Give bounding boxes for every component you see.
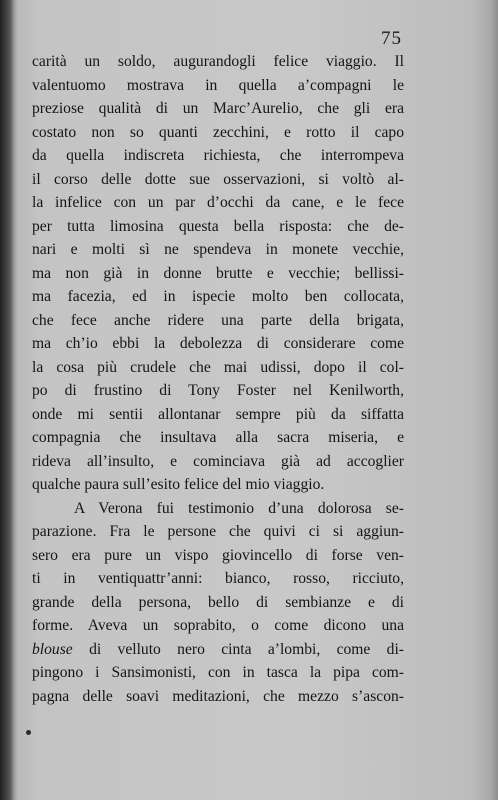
text-line: grande della persona, bello di sembianze e di	[32, 593, 404, 611]
text-line: parazione. Fra le persone che quivi ci si aggiun-	[32, 523, 404, 540]
binding-gutter-shadow	[0, 0, 14, 800]
text-line: costato non so quanti zecchini, e rotto il capo	[32, 123, 404, 141]
text-line: per tutta limosina questa bella risposta: che de-	[32, 217, 404, 235]
text-line: ma facezia, ed in ispecie molto ben collocata,	[32, 288, 404, 305]
text-line: ti in ventiquattr’anni: bianco, rosso, ricciuto,	[32, 570, 404, 587]
text-line: che fece anche ridere una parte della brigata,	[32, 311, 404, 329]
body-text	[32, 50, 404, 708]
text-line: rideva all’insulto, e cominciava già ad accoglier	[32, 452, 404, 470]
text-line: ma ch’io ebbi la debolezza di considerare come	[32, 335, 404, 352]
page-number: 75	[381, 28, 402, 49]
text-line: nari e molti sì ne spendeva in monete vecchie,	[32, 241, 404, 258]
text-line: compagnia che insultava alla sacra miseria, e	[32, 429, 404, 446]
text-line: ma non già in donne brutte e vecchie; bellissi-	[32, 264, 404, 282]
line-remainder: di velluto nero cinta a’lombi, come di-	[89, 640, 404, 658]
text-line: pingono i Sansimonisti, con in tasca la pipa com-	[32, 664, 404, 681]
text-line-with-italic	[32, 638, 404, 662]
text-line: la cosa più crudele che mai udissi, dopo il col-	[32, 358, 404, 376]
text-line: il corso delle dotte sue osservazioni, si voltò al-	[32, 170, 404, 188]
italic-word: blouse	[32, 640, 73, 658]
paragraph-end-line: qualche paura sull’esito felice del mio viaggio.	[32, 476, 325, 493]
paragraph-start-line: A Verona fui testimonio d’una dolorosa se-	[74, 499, 404, 517]
text-line: po di frustino di Tony Foster nel Kenilworth,	[32, 382, 404, 399]
ink-speck	[26, 730, 31, 735]
text-line: preziose qualità di un Marc’Aurelio, che gli era	[32, 100, 404, 117]
text-line: forme. Aveva un soprabito, o come dicono una	[32, 617, 404, 634]
text-line: da quella indiscreta richiesta, che interrompeva	[32, 147, 404, 164]
text-line: sero era pure un vispo giovincello di forse ven-	[32, 546, 404, 564]
text-line: carità un soldo, augurandogli felice viaggio. Il	[32, 53, 404, 70]
text-line: pagna delle soavi meditazioni, che mezzo s’ascon-	[32, 687, 404, 705]
text-line: onde mi sentii allontanar sempre più da siffatta	[32, 405, 404, 423]
text-line: valentuomo mostrava in quella a’compagni le	[32, 76, 404, 94]
text-line: la infelice con un par d’occhi da cane, e le fece	[32, 194, 404, 211]
